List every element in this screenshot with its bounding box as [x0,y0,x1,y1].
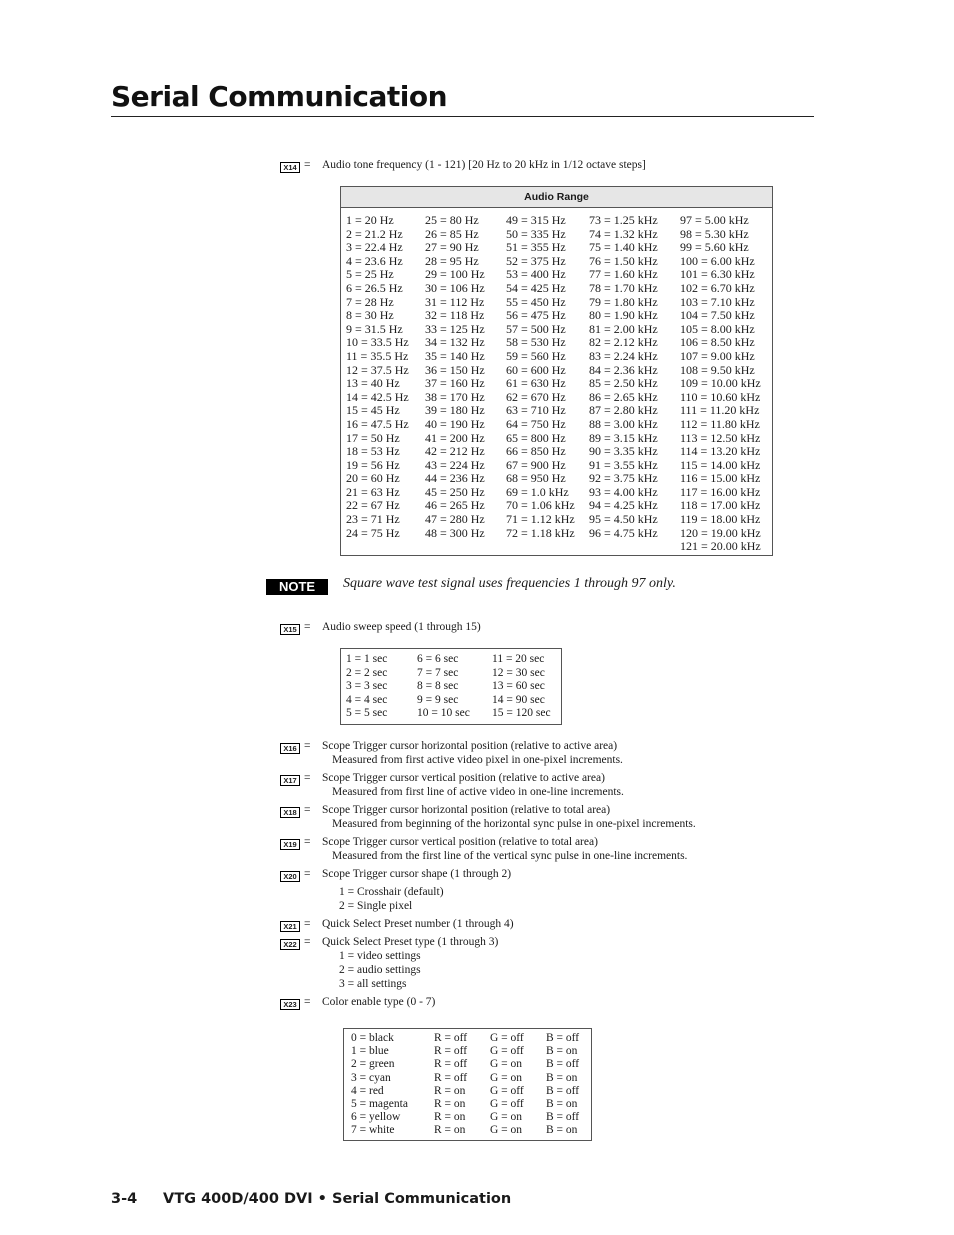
table-cell: G = off [490,1032,524,1044]
variable-code-x18: X18 [280,807,300,818]
entry-description: Scope Trigger cursor horizontal position (relative to total area) [322,804,611,816]
table-cell: 84 = 2.36 kHz [589,362,658,377]
audio-range-column-3 [506,214,575,540]
variable-code-x17: X17 [280,775,300,786]
table-cell: 105 = 8.00 kHz [680,321,755,336]
table-cell: 13 = 60 sec [492,680,545,692]
table-cell: 4 = 23.6 Hz [346,253,403,268]
equals-sign: = [304,996,311,1008]
table-cell: G = off [490,1045,524,1058]
table-cell: 40 = 190 Hz [425,416,485,431]
table-cell: 21 = 63 Hz [346,484,400,499]
table-cell: 35 = 140 Hz [425,348,485,363]
table-cell: 13 = 40 Hz [346,376,400,391]
note-badge: NOTE [266,579,328,595]
table-cell: 4 = 4 sec [346,693,388,706]
equals-sign: = [304,740,311,752]
entry-x17 [280,771,624,798]
table-cell: 103 = 7.10 kHz [680,294,755,309]
entry-detail: Measured from beginning of the horizontal sync pulse in one-pixel increments. [332,818,696,830]
table-cell: 8 = 30 Hz [346,308,394,323]
table-cell: 110 = 10.60 kHz [680,389,761,404]
table-cell: B = on [546,1045,578,1058]
table-cell: B = off [546,1058,580,1071]
table-cell: 62 = 670 Hz [506,389,566,404]
table-cell: 77 = 1.60 kHz [589,267,658,282]
table-cell: 47 = 280 Hz [425,512,485,527]
table-cell: G = on [490,1071,523,1084]
table-cell: 57 = 500 Hz [506,321,566,336]
table-cell: 83 = 2.24 kHz [589,348,658,363]
page-number: 3-4 [111,1191,138,1207]
equals-sign: = [304,804,311,816]
table-cell: 111 = 11.20 kHz [680,403,760,418]
variable-code-x14: X14 [280,162,300,173]
table-cell: 121 = 20.00 kHz [680,539,761,554]
table-cell: 2 = 21.2 Hz [346,226,403,241]
entry-x19 [280,835,688,862]
table-cell: 45 = 250 Hz [425,484,485,499]
table-cell: 118 = 17.00 kHz [680,498,761,513]
table-cell: 93 = 4.00 kHz [589,484,658,499]
table-cell: 104 = 7.50 kHz [680,308,755,323]
color-name-column [351,1032,408,1138]
variable-code-x16: X16 [280,743,300,754]
table-cell: 10 = 10 sec [417,707,470,719]
table-cell: 88 = 3.00 kHz [589,416,658,431]
table-cell: 98 = 5.30 kHz [680,226,749,241]
table-cell: 108 = 9.50 kHz [680,362,755,377]
entry-description: Color enable type (0 - 7) [322,996,436,1008]
entry-description: Audio sweep speed (1 through 15) [322,621,481,633]
table-cell: 19 = 56 Hz [346,457,400,472]
equals-sign: = [304,936,311,948]
table-cell: 3 = cyan [351,1071,391,1084]
table-cell: 63 = 710 Hz [506,403,566,418]
table-cell: 64 = 750 Hz [506,416,566,431]
table-cell: G = off [490,1097,524,1110]
sweep-speed-table [340,648,562,725]
table-cell: 69 = 1.0 kHz [506,484,569,499]
entry-x21 [280,917,514,932]
green-column [490,1032,524,1138]
entry-x20 [280,867,512,912]
table-cell: 106 = 8.50 kHz [680,335,755,350]
equals-sign: = [304,621,311,633]
color-enable-table [343,1028,592,1141]
table-cell: 12 = 30 sec [492,666,545,679]
entry-description: Audio tone frequency (1 - 121) [20 Hz to 20 kHz in 1/12 octave steps] [322,159,646,171]
table-cell: 8 = 8 sec [417,680,459,692]
audio-range-header: Audio Range [341,187,772,208]
table-cell: 120 = 19.00 kHz [680,525,761,540]
table-cell: B = off [546,1084,580,1097]
table-cell: 100 = 6.00 kHz [680,253,755,268]
table-cell: 11 = 35.5 Hz [346,348,409,363]
note-text: Square wave test signal uses frequencies 1 through 97 only. [343,576,676,591]
table-cell: 22 = 67 Hz [346,498,400,513]
table-cell: 92 = 3.75 kHz [589,471,658,486]
table-cell: G = off [490,1084,524,1097]
table-cell: 89 = 3.15 kHz [589,430,658,445]
table-cell: 9 = 31.5 Hz [346,321,403,336]
table-cell: 113 = 12.50 kHz [680,430,761,445]
entry-detail: Measured from the first line of the vertical sync pulse in one-line increments. [332,850,688,862]
entry-detail: Measured from first active video pixel in one-pixel increments. [332,754,623,766]
equals-sign: = [304,836,311,848]
table-cell: R = on [434,1111,466,1124]
entry-x23 [280,995,436,1010]
table-cell: 50 = 335 Hz [506,226,566,241]
entry-description: Scope Trigger cursor shape (1 through 2) [322,868,512,880]
entry-x18 [280,803,696,830]
table-cell: 46 = 265 Hz [425,498,485,513]
table-cell: 43 = 224 Hz [425,457,485,472]
table-cell: 65 = 800 Hz [506,430,566,445]
table-cell: 72 = 1.18 kHz [506,525,575,540]
table-cell: 51 = 355 Hz [506,240,566,255]
table-cell: 5 = 5 sec [346,707,388,719]
table-cell: 94 = 4.25 kHz [589,498,658,513]
page-title: Serial Communication [111,80,448,113]
table-cell: R = on [434,1084,466,1097]
table-cell: 115 = 14.00 kHz [680,457,761,472]
table-cell: 73 = 1.25 kHz [589,213,658,227]
table-cell: 32 = 118 Hz [425,308,485,323]
variable-code-x15: X15 [280,624,300,635]
table-cell: B = off [546,1111,580,1124]
table-cell: 87 = 2.80 kHz [589,403,658,418]
table-cell: 10 = 33.5 Hz [346,335,409,350]
table-cell: R = off [434,1045,468,1058]
equals-sign: = [304,868,311,880]
table-cell: 14 = 90 sec [492,693,545,706]
variable-code-x21: X21 [280,921,300,932]
table-cell: 53 = 400 Hz [506,267,566,282]
table-cell: 31 = 112 Hz [425,294,485,309]
table-cell: 1 = 20 Hz [346,213,394,227]
entry-description: Scope Trigger cursor vertical position (relative to active area) [322,772,605,784]
table-cell: 59 = 560 Hz [506,348,566,363]
table-cell: 112 = 11.80 kHz [680,416,760,431]
table-cell: 58 = 530 Hz [506,335,566,350]
table-cell: 1 = video settings [339,950,421,962]
audio-range-column-1 [346,214,409,540]
table-cell: 36 = 150 Hz [425,362,485,377]
sweep-column-3 [492,653,551,721]
entry-description: Quick Select Preset number (1 through 4) [322,918,514,930]
table-cell: 30 = 106 Hz [425,280,485,295]
equals-sign: = [304,159,311,171]
table-cell: 97 = 5.00 kHz [680,213,749,227]
table-cell: 91 = 3.55 kHz [589,457,658,472]
table-cell: 15 = 120 sec [492,707,551,719]
table-cell: 0 = black [351,1032,394,1044]
variable-code-x22: X22 [280,939,300,950]
table-cell: 60 = 600 Hz [506,362,566,377]
table-cell: 24 = 75 Hz [346,525,400,540]
table-cell: 70 = 1.06 kHz [506,498,575,513]
table-cell: 1 = Crosshair (default) [339,886,444,898]
table-cell: 119 = 18.00 kHz [680,512,761,527]
equals-sign: = [304,772,311,784]
footer-text: VTG 400D/400 DVI • Serial Communication [163,1191,512,1207]
table-cell: 3 = 22.4 Hz [346,240,403,255]
table-cell: 107 = 9.00 kHz [680,348,755,363]
table-cell: 81 = 2.00 kHz [589,321,658,336]
table-cell: 16 = 47.5 Hz [346,416,409,431]
audio-range-column-2 [425,214,485,540]
entry-description: Quick Select Preset type (1 through 3) [322,936,499,948]
table-cell: 39 = 180 Hz [425,403,485,418]
table-cell: 42 = 212 Hz [425,444,485,459]
table-cell: 38 = 170 Hz [425,389,485,404]
entry-x15 [280,620,481,635]
equals-sign: = [304,918,311,930]
table-cell: 109 = 10.00 kHz [680,376,761,391]
table-cell: 96 = 4.75 kHz [589,525,658,540]
audio-range-table [340,186,773,556]
entry-description: Scope Trigger cursor horizontal position (relative to active area) [322,740,618,752]
table-cell: 3 = all settings [339,978,407,990]
table-cell: G = on [490,1124,523,1137]
table-cell: 99 = 5.60 kHz [680,240,749,255]
table-cell: 17 = 50 Hz [346,430,400,445]
table-cell: 33 = 125 Hz [425,321,485,336]
table-cell: 79 = 1.80 kHz [589,294,658,309]
variable-code-x19: X19 [280,839,300,850]
table-cell: R = off [434,1058,468,1071]
table-cell: R = off [434,1032,468,1044]
table-cell: B = on [546,1097,578,1110]
table-cell: 14 = 42.5 Hz [346,389,409,404]
title-rule [111,116,814,117]
option-list [339,885,444,913]
table-cell: 5 = 25 Hz [346,267,394,282]
table-cell: 82 = 2.12 kHz [589,335,658,350]
blue-column [546,1032,579,1138]
red-column [434,1032,467,1138]
table-cell: 114 = 13.20 kHz [680,444,761,459]
table-cell: 48 = 300 Hz [425,525,485,540]
table-cell: 52 = 375 Hz [506,253,566,268]
option-list [339,949,421,991]
sweep-column-2 [417,653,470,721]
table-cell: R = on [434,1124,466,1137]
table-cell: 1 = blue [351,1045,389,1058]
table-cell: 61 = 630 Hz [506,376,566,391]
table-cell: 4 = red [351,1084,384,1097]
table-cell: 25 = 80 Hz [425,213,479,227]
table-cell: 80 = 1.90 kHz [589,308,658,323]
audio-range-column-5 [680,214,761,554]
table-cell: B = on [546,1071,578,1084]
audio-range-column-4 [589,214,658,540]
table-cell: 74 = 1.32 kHz [589,226,658,241]
entry-x16 [280,739,623,766]
table-cell: 23 = 71 Hz [346,512,400,527]
table-cell: 2 = 2 sec [346,666,388,679]
table-cell: 6 = 26.5 Hz [346,280,403,295]
table-cell: 95 = 4.50 kHz [589,512,658,527]
entry-detail: Measured from first line of active video in one-line increments. [332,786,624,798]
table-cell: 29 = 100 Hz [425,267,485,282]
variable-code-x23: X23 [280,999,300,1010]
table-cell: B = off [546,1032,580,1044]
table-cell: 37 = 160 Hz [425,376,485,391]
table-cell: 12 = 37.5 Hz [346,362,409,377]
table-cell: G = on [490,1111,523,1124]
table-cell: 2 = green [351,1058,395,1071]
table-cell: 116 = 15.00 kHz [680,471,761,486]
table-cell: 34 = 132 Hz [425,335,485,350]
table-cell: 15 = 45 Hz [346,403,400,418]
table-cell: B = on [546,1124,578,1137]
table-cell: 71 = 1.12 kHz [506,512,575,527]
table-cell: R = off [434,1071,468,1084]
table-cell: 55 = 450 Hz [506,294,566,309]
table-cell: 6 = 6 sec [417,653,459,665]
table-cell: 90 = 3.35 kHz [589,444,658,459]
table-cell: 28 = 95 Hz [425,253,479,268]
table-cell: 7 = 7 sec [417,666,459,679]
table-cell: 76 = 1.50 kHz [589,253,658,268]
table-cell: 5 = magenta [351,1097,408,1110]
table-cell: 41 = 200 Hz [425,430,485,445]
table-cell: 101 = 6.30 kHz [680,267,755,282]
table-cell: 66 = 850 Hz [506,444,566,459]
table-cell: 68 = 950 Hz [506,471,566,486]
page-footer [111,1191,511,1207]
table-cell: 26 = 85 Hz [425,226,479,241]
table-cell: 49 = 315 Hz [506,213,566,227]
table-cell: R = on [434,1097,466,1110]
variable-code-x20: X20 [280,871,300,882]
entry-x14 [280,158,646,173]
table-cell: 27 = 90 Hz [425,240,479,255]
entry-x22 [280,935,499,990]
table-cell: 44 = 236 Hz [425,471,485,486]
table-cell: 3 = 3 sec [346,680,388,692]
table-cell: 67 = 900 Hz [506,457,566,472]
table-cell: 7 = white [351,1124,395,1137]
table-cell: 54 = 425 Hz [506,280,566,295]
table-cell: 85 = 2.50 kHz [589,376,658,391]
table-cell: 117 = 16.00 kHz [680,484,761,499]
table-cell: 18 = 53 Hz [346,444,400,459]
table-cell: 20 = 60 Hz [346,471,400,486]
entry-description: Scope Trigger cursor vertical position (relative to total area) [322,836,598,848]
table-cell: 1 = 1 sec [346,653,388,665]
table-cell: 11 = 20 sec [492,653,545,665]
table-cell: 102 = 6.70 kHz [680,280,755,295]
table-cell: G = on [490,1058,523,1071]
table-cell: 2 = audio settings [339,964,421,976]
table-cell: 86 = 2.65 kHz [589,389,658,404]
table-cell: 78 = 1.70 kHz [589,280,658,295]
sweep-column-1 [346,653,387,721]
table-cell: 56 = 475 Hz [506,308,566,323]
table-cell: 7 = 28 Hz [346,294,394,309]
table-cell: 9 = 9 sec [417,693,459,706]
table-cell: 75 = 1.40 kHz [589,240,658,255]
table-cell: 6 = yellow [351,1111,401,1124]
table-cell: 2 = Single pixel [339,900,413,912]
